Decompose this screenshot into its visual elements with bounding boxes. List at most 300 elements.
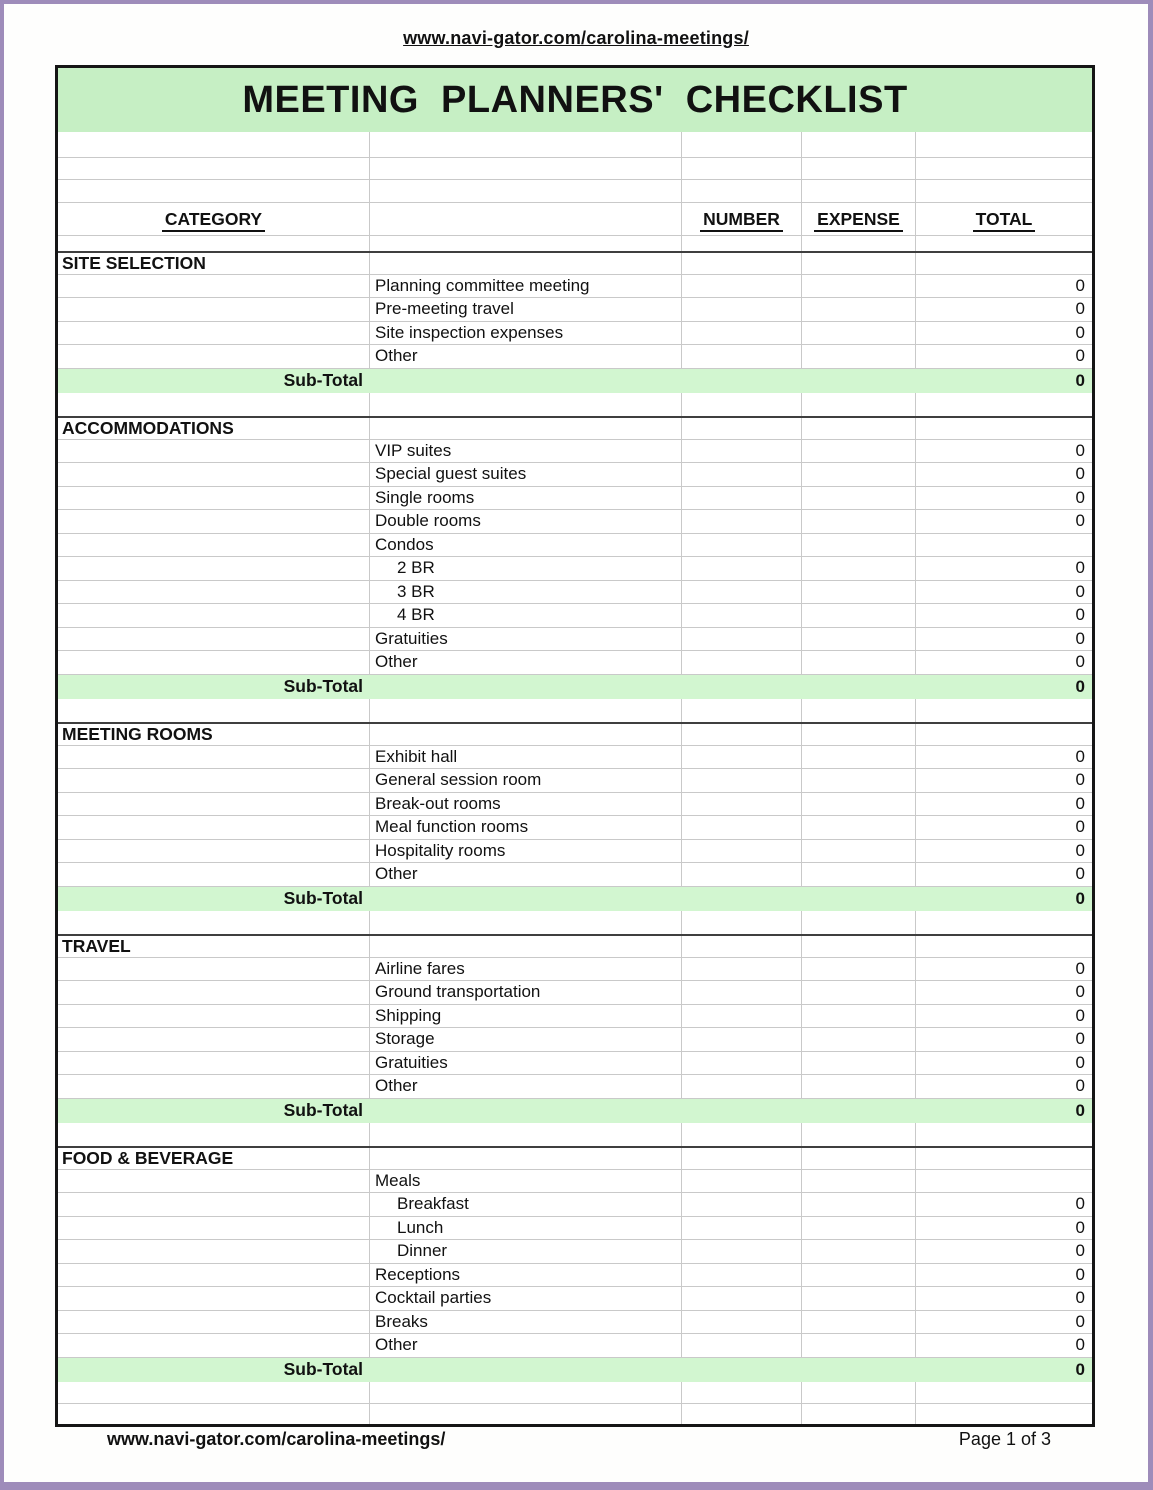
cell-c5 — [916, 651, 1092, 674]
cell-c4 — [802, 1075, 916, 1098]
cell-c2 — [370, 1334, 682, 1357]
item-row — [58, 1028, 1092, 1052]
cell-c4 — [802, 510, 916, 533]
section-header-row — [58, 416, 1092, 440]
cell-c5 — [916, 1287, 1092, 1310]
cell-c2 — [370, 487, 682, 510]
subtotal-value: 0 — [1075, 1100, 1085, 1120]
cell-c3 — [682, 581, 802, 604]
item-row — [58, 816, 1092, 840]
item-total-value: 0 — [1075, 605, 1085, 625]
item-label: Other — [375, 652, 418, 672]
cell-c5 — [916, 911, 1092, 935]
cell-c3 — [682, 604, 802, 627]
cell-c3 — [682, 981, 802, 1004]
cell-c4 — [802, 887, 916, 911]
item-label: Other — [375, 346, 418, 366]
cell-c1 — [58, 1148, 370, 1169]
cell-c1 — [58, 345, 370, 368]
cell-c3 — [682, 628, 802, 651]
item-label: 3 BR — [397, 581, 435, 601]
cell-c3 — [682, 863, 802, 886]
cell-c2 — [370, 1264, 682, 1287]
cell-c3 — [682, 298, 802, 321]
item-row — [58, 581, 1092, 605]
checklist-table — [55, 65, 1095, 1427]
cell-c1 — [58, 724, 370, 745]
cell-c4 — [802, 581, 916, 604]
cell-c1 — [58, 1170, 370, 1193]
item-total-value: 0 — [1075, 1241, 1085, 1261]
cell-c3 — [682, 253, 802, 274]
sections-container — [58, 251, 1092, 1382]
item-total-value: 0 — [1075, 793, 1085, 813]
section-header-row — [58, 1146, 1092, 1170]
cell-c2 — [370, 534, 682, 557]
cell-c1 — [58, 1052, 370, 1075]
cell-c5 — [916, 581, 1092, 604]
item-row — [58, 746, 1092, 770]
number-column-header: NUMBER — [682, 209, 801, 230]
cell-c1 — [58, 746, 370, 769]
item-label: Airline fares — [375, 958, 465, 978]
cell-c5 — [916, 604, 1092, 627]
cell-c4 — [802, 628, 916, 651]
cell-c3 — [682, 769, 802, 792]
cell-c5 — [916, 345, 1092, 368]
cell-c3 — [682, 1123, 802, 1147]
subtotal-value: 0 — [1075, 1359, 1085, 1379]
page-indicator: Page 1 of 3 — [958, 1429, 1051, 1449]
item-total-value: 0 — [1075, 464, 1085, 484]
item-row — [58, 1052, 1092, 1076]
cell-c4 — [802, 981, 916, 1004]
item-row — [58, 1005, 1092, 1029]
cell-c2 — [370, 651, 682, 674]
item-row — [58, 510, 1092, 534]
item-row — [58, 534, 1092, 558]
item-total-value: 0 — [1075, 346, 1085, 366]
item-total-value: 0 — [1075, 1029, 1085, 1049]
cell-c5 — [916, 1005, 1092, 1028]
cell-c4 — [802, 1240, 916, 1263]
cell-c4 — [802, 1123, 916, 1147]
cell-c3 — [682, 393, 802, 417]
cell-c5 — [916, 1264, 1092, 1287]
cell-c2 — [370, 581, 682, 604]
item-label: 2 BR — [397, 558, 435, 578]
cell-c5 — [916, 1099, 1092, 1123]
item-label: Meals — [375, 1170, 421, 1190]
page-title: MEETING PLANNERS' CHECKLIST — [242, 78, 908, 121]
cell-c1 — [58, 863, 370, 886]
cell-c2 — [370, 746, 682, 769]
cell-c4 — [802, 863, 916, 886]
cell-c1 — [58, 840, 370, 863]
title-band — [58, 68, 1092, 132]
cell-c4 — [802, 1264, 916, 1287]
item-label: Planning committee meeting — [375, 275, 590, 295]
cell-c3 — [682, 1264, 802, 1287]
item-label: VIP suites — [375, 440, 452, 460]
cell-c2 — [370, 1099, 682, 1123]
cell-c1 — [58, 1311, 370, 1334]
cell-c4 — [802, 724, 916, 745]
cell-c2 — [370, 253, 682, 274]
item-label: Pre-meeting travel — [375, 299, 514, 319]
item-total-value: 0 — [1075, 746, 1085, 766]
cell-c4 — [802, 1052, 916, 1075]
cell-c2 — [370, 1170, 682, 1193]
cell-c3 — [682, 1193, 802, 1216]
cell-c5 — [916, 440, 1092, 463]
cell-c2 — [370, 1075, 682, 1098]
cell-c3 — [682, 958, 802, 981]
item-label: Double rooms — [375, 511, 481, 531]
cell-c5 — [916, 1075, 1092, 1098]
cell-c5 — [916, 1028, 1092, 1051]
cell-c4 — [802, 487, 916, 510]
cell-c5 — [916, 487, 1092, 510]
cell-c2 — [370, 1311, 682, 1334]
subtotal-value: 0 — [1075, 370, 1085, 390]
cell-c2 — [370, 1240, 682, 1263]
cell-c4 — [802, 816, 916, 839]
cell-c2 — [370, 1148, 682, 1169]
cell-c4 — [802, 1028, 916, 1051]
category-column-header: CATEGORY — [58, 209, 369, 230]
subtotal-label: Sub-Total — [283, 370, 363, 390]
item-row — [58, 863, 1092, 887]
cell-c1 — [58, 958, 370, 981]
cell-c2 — [370, 345, 682, 368]
cell-c1 — [58, 275, 370, 298]
cell-c2 — [370, 840, 682, 863]
cell-c1 — [58, 393, 370, 417]
cell-c1 — [58, 628, 370, 651]
cell-c3 — [682, 463, 802, 486]
cell-c3 — [682, 510, 802, 533]
cell-c5 — [916, 1240, 1092, 1263]
item-total-value: 0 — [1075, 1264, 1085, 1284]
cell-c4 — [802, 253, 916, 274]
cell-c1 — [58, 675, 370, 699]
item-label: Condos — [375, 534, 434, 554]
item-total-value: 0 — [1075, 275, 1085, 295]
item-total-value: 0 — [1075, 1288, 1085, 1308]
section-name: ACCOMMODATIONS — [62, 417, 234, 438]
item-total-value: 0 — [1075, 322, 1085, 342]
item-total-value: 0 — [1075, 1217, 1085, 1237]
item-label: Single rooms — [375, 487, 475, 507]
item-row — [58, 981, 1092, 1005]
cell-c4 — [802, 1148, 916, 1169]
cell-c2 — [370, 440, 682, 463]
cell-c4 — [802, 1311, 916, 1334]
cell-c1 — [58, 1123, 370, 1147]
item-label: Receptions — [375, 1264, 461, 1284]
cell-c5 — [916, 1193, 1092, 1216]
cell-c3 — [682, 1311, 802, 1334]
item-label: Site inspection expenses — [375, 322, 564, 342]
item-total-value: 0 — [1075, 864, 1085, 884]
cell-c3 — [682, 487, 802, 510]
cell-c4 — [802, 557, 916, 580]
cell-c5 — [916, 275, 1092, 298]
cell-c4 — [802, 675, 916, 699]
cell-c4 — [802, 840, 916, 863]
cell-c5 — [916, 463, 1092, 486]
subtotal-row — [58, 1099, 1092, 1123]
cell-c4 — [802, 345, 916, 368]
cell-c2 — [370, 911, 682, 935]
cell-c3 — [682, 1217, 802, 1240]
cell-c2 — [370, 816, 682, 839]
cell-c2 — [370, 863, 682, 886]
cell-c1 — [58, 936, 370, 957]
cell-c3 — [682, 1287, 802, 1310]
section-gap-row — [58, 911, 1092, 935]
item-row — [58, 840, 1092, 864]
cell-c1 — [58, 253, 370, 274]
cell-c3 — [682, 1358, 802, 1382]
cell-c1 — [58, 769, 370, 792]
item-row — [58, 298, 1092, 322]
cell-c2 — [370, 275, 682, 298]
cell-c4 — [802, 1358, 916, 1382]
cell-c2 — [370, 1193, 682, 1216]
cell-c5 — [916, 298, 1092, 321]
item-label: Cocktail parties — [375, 1288, 492, 1308]
section-name: MEETING ROOMS — [62, 723, 213, 744]
item-label: Ground transportation — [375, 982, 541, 1002]
cell-c3 — [682, 418, 802, 439]
cell-c2 — [370, 936, 682, 957]
cell-c5 — [916, 958, 1092, 981]
item-row — [58, 769, 1092, 793]
cell-c4 — [802, 393, 916, 417]
cell-c3 — [682, 746, 802, 769]
item-row — [58, 1287, 1092, 1311]
cell-c2 — [370, 724, 682, 745]
cell-c4 — [802, 1005, 916, 1028]
section-name: TRAVEL — [62, 935, 131, 956]
section-header-row — [58, 251, 1092, 275]
spacer-row — [58, 1404, 1092, 1424]
item-total-value: 0 — [1075, 1194, 1085, 1214]
item-label: Storage — [375, 1029, 435, 1049]
item-total-value: 0 — [1075, 1076, 1085, 1096]
cell-c5 — [916, 418, 1092, 439]
cell-c3 — [682, 887, 802, 911]
section-gap-row — [58, 699, 1092, 723]
cell-c1 — [58, 581, 370, 604]
item-total-value: 0 — [1075, 1005, 1085, 1025]
item-row — [58, 1170, 1092, 1194]
cell-c1 — [58, 1334, 370, 1357]
item-total-value: 0 — [1075, 581, 1085, 601]
cell-c4 — [802, 1099, 916, 1123]
item-label: 4 BR — [397, 605, 435, 625]
cell-c2 — [370, 298, 682, 321]
cell-c4 — [802, 746, 916, 769]
cell-c5 — [916, 746, 1092, 769]
item-total-value: 0 — [1075, 628, 1085, 648]
item-total-value: 0 — [1075, 1335, 1085, 1355]
cell-c2 — [370, 369, 682, 393]
item-total-value: 0 — [1075, 982, 1085, 1002]
cell-c3 — [682, 275, 802, 298]
cell-c1 — [58, 440, 370, 463]
item-row — [58, 463, 1092, 487]
cell-c5 — [916, 628, 1092, 651]
cell-c3 — [682, 1052, 802, 1075]
item-total-value: 0 — [1075, 511, 1085, 531]
item-row — [58, 440, 1092, 464]
cell-c1 — [58, 1099, 370, 1123]
cell-c1 — [58, 1358, 370, 1382]
cell-c5 — [916, 1052, 1092, 1075]
section-header-row — [58, 722, 1092, 746]
cell-c5 — [916, 840, 1092, 863]
cell-c4 — [802, 440, 916, 463]
cell-c3 — [682, 440, 802, 463]
cell-c4 — [802, 1217, 916, 1240]
cell-c1 — [58, 816, 370, 839]
item-total-value: 0 — [1075, 840, 1085, 860]
item-row — [58, 557, 1092, 581]
cell-c3 — [682, 1099, 802, 1123]
item-row — [58, 793, 1092, 817]
item-row — [58, 651, 1092, 675]
item-label: Lunch — [397, 1217, 444, 1237]
item-total-value: 0 — [1075, 487, 1085, 507]
item-total-value: 0 — [1075, 1311, 1085, 1331]
cell-c2 — [370, 1217, 682, 1240]
cell-c3 — [682, 534, 802, 557]
cell-c1 — [58, 1075, 370, 1098]
cell-c2 — [370, 418, 682, 439]
item-total-value: 0 — [1075, 299, 1085, 319]
item-row — [58, 1240, 1092, 1264]
cell-c3 — [682, 1170, 802, 1193]
item-row — [58, 1075, 1092, 1099]
cell-c4 — [802, 651, 916, 674]
item-label: Breaks — [375, 1311, 428, 1331]
cell-c1 — [58, 534, 370, 557]
cell-c2 — [370, 628, 682, 651]
cell-c5 — [916, 769, 1092, 792]
page-footer — [55, 1429, 1095, 1450]
cell-c3 — [682, 557, 802, 580]
item-total-value: 0 — [1075, 1052, 1085, 1072]
cell-c1 — [58, 911, 370, 935]
cell-c1 — [58, 322, 370, 345]
cell-c5 — [916, 793, 1092, 816]
cell-c1 — [58, 369, 370, 393]
cell-c1 — [58, 1005, 370, 1028]
cell-c1 — [58, 1264, 370, 1287]
cell-c2 — [370, 463, 682, 486]
cell-c5 — [916, 253, 1092, 274]
cell-c2 — [370, 1123, 682, 1147]
cell-c1 — [58, 557, 370, 580]
cell-c5 — [916, 724, 1092, 745]
total-column-header: TOTAL — [916, 209, 1092, 230]
cell-c3 — [682, 322, 802, 345]
item-total-value: 0 — [1075, 652, 1085, 672]
cell-c5 — [916, 1358, 1092, 1382]
cell-c5 — [916, 863, 1092, 886]
cell-c2 — [370, 769, 682, 792]
section-name: SITE SELECTION — [62, 252, 206, 273]
subtotal-row — [58, 887, 1092, 911]
cell-c2 — [370, 1028, 682, 1051]
cell-c5 — [916, 1148, 1092, 1169]
item-row — [58, 345, 1092, 369]
item-label: Dinner — [397, 1241, 448, 1261]
section-gap-row — [58, 393, 1092, 417]
cell-c5 — [916, 1334, 1092, 1357]
item-total-value: 0 — [1075, 770, 1085, 790]
cell-c5 — [916, 675, 1092, 699]
cell-c3 — [682, 816, 802, 839]
item-row — [58, 1311, 1092, 1335]
item-row — [58, 322, 1092, 346]
spacer-row — [58, 132, 1092, 158]
cell-c5 — [916, 981, 1092, 1004]
cell-c3 — [682, 724, 802, 745]
item-label: Gratuities — [375, 628, 448, 648]
cell-c1 — [58, 463, 370, 486]
cell-c2 — [370, 699, 682, 723]
cell-c4 — [802, 1170, 916, 1193]
cell-c5 — [916, 1170, 1092, 1193]
cell-c4 — [802, 1334, 916, 1357]
cell-c3 — [682, 1028, 802, 1051]
section-header-row — [58, 934, 1092, 958]
cell-c5 — [916, 1123, 1092, 1147]
item-label: General session room — [375, 770, 542, 790]
item-label: Other — [375, 1335, 418, 1355]
cell-c1 — [58, 487, 370, 510]
cell-c1 — [58, 887, 370, 911]
subtotal-label: Sub-Total — [283, 888, 363, 908]
subtotal-row — [58, 369, 1092, 393]
cell-c4 — [802, 911, 916, 935]
cell-c4 — [802, 322, 916, 345]
item-row — [58, 604, 1092, 628]
item-label: Hospitality rooms — [375, 840, 506, 860]
item-row — [58, 1334, 1092, 1358]
cell-c3 — [682, 369, 802, 393]
cell-c5 — [916, 510, 1092, 533]
cell-c5 — [916, 1311, 1092, 1334]
cell-c1 — [58, 418, 370, 439]
cell-c5 — [916, 322, 1092, 345]
section-gap-row — [58, 1123, 1092, 1147]
cell-c3 — [682, 1075, 802, 1098]
cell-c4 — [802, 418, 916, 439]
cell-c1 — [58, 1217, 370, 1240]
cell-c3 — [682, 911, 802, 935]
cell-c1 — [58, 1240, 370, 1263]
cell-c3 — [682, 1240, 802, 1263]
subtotal-label: Sub-Total — [283, 1359, 363, 1379]
cell-c4 — [802, 463, 916, 486]
item-row — [58, 1193, 1092, 1217]
cell-c2 — [370, 958, 682, 981]
